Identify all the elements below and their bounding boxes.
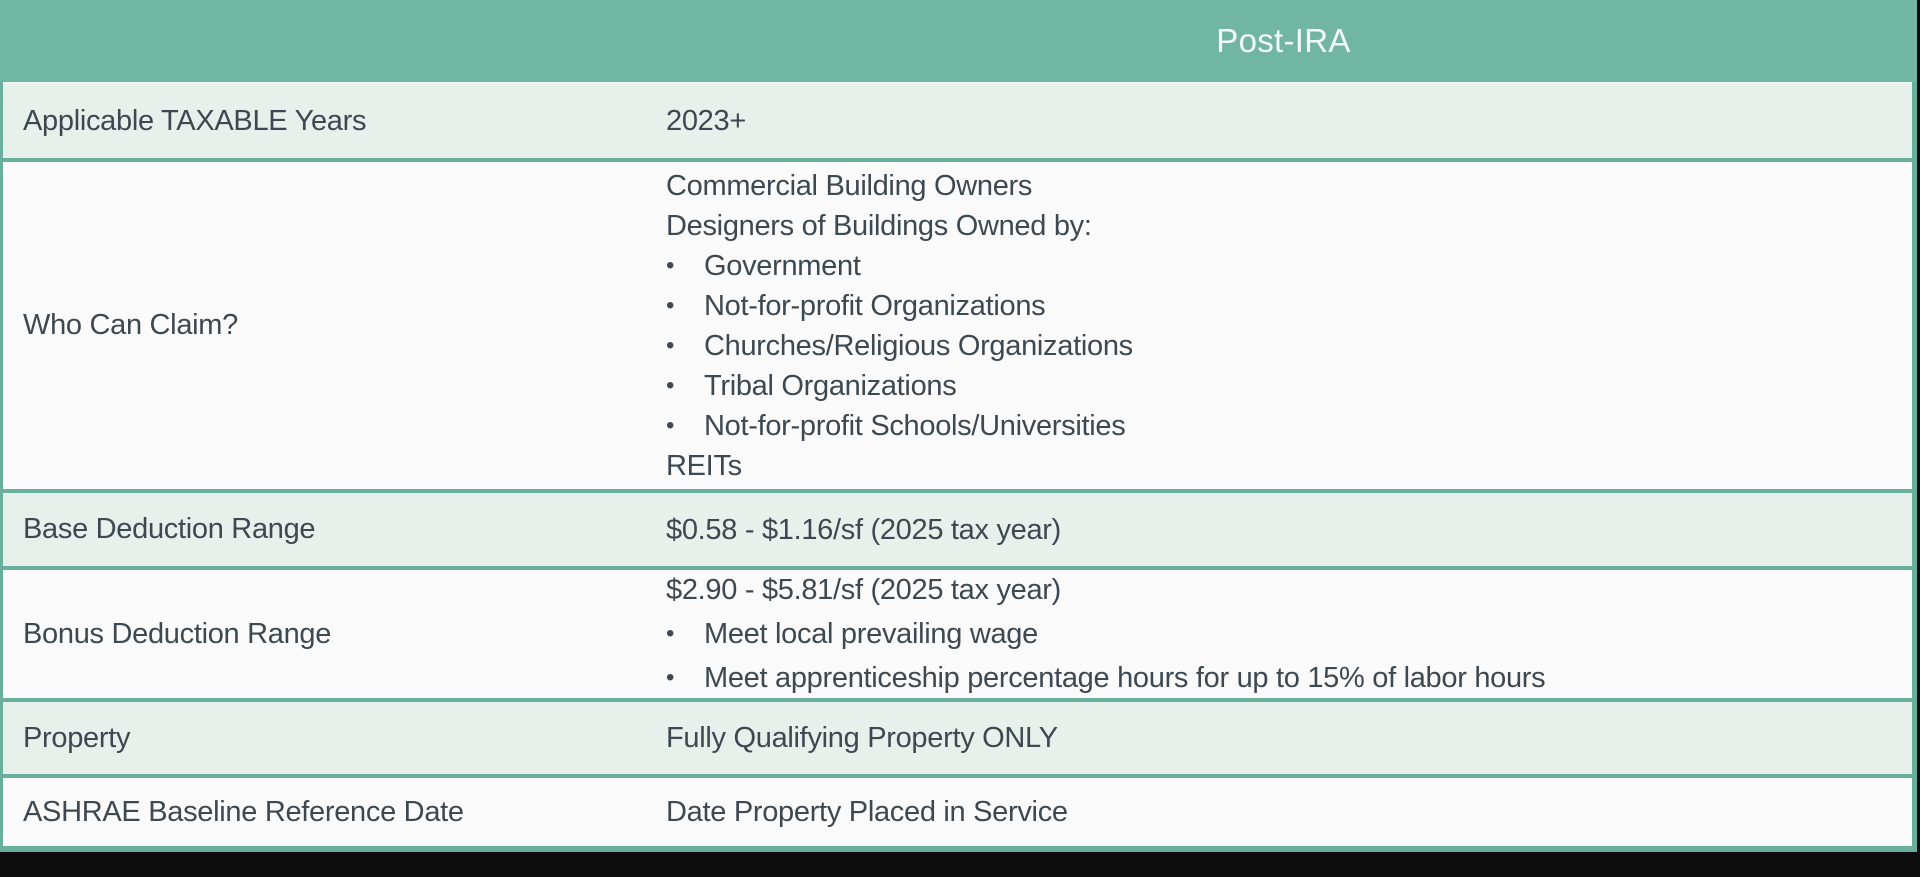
bullet-icon: •: [666, 251, 675, 279]
table-header-cell: [650, 0, 1917, 82]
row-label: Applicable TAXABLE Years: [23, 104, 367, 137]
value-line: [666, 446, 1133, 486]
table-header-empty-cell: [0, 0, 650, 82]
bullet-icon: •: [666, 411, 675, 439]
bullet-icon: •: [666, 371, 675, 399]
value-text: Date Property Placed in Service: [666, 796, 1068, 828]
value-text: Tribal Organizations: [704, 369, 957, 402]
value-text: $0.58 - $1.16/sf (2025 tax year): [666, 513, 1062, 546]
value-text: REITs: [666, 449, 742, 482]
value-line: [666, 206, 1133, 246]
value-lines: [666, 718, 1058, 758]
value-line: [666, 406, 1133, 446]
row-value: [650, 493, 1912, 566]
bullet-icon: •: [666, 331, 675, 359]
value-text: 2023+: [666, 105, 746, 137]
bullet-icon: •: [666, 291, 675, 319]
value-line: [666, 166, 1133, 206]
table-header-title: Post-IRA: [1216, 22, 1351, 59]
value-line: [666, 568, 1545, 612]
value-lines: [666, 510, 1061, 550]
value-text: Designers of Buildings Owned by:: [666, 209, 1092, 242]
row-label: Property: [23, 721, 131, 754]
value-text: Not-for-profit Organizations: [704, 289, 1046, 322]
table-row-base-deduction-range: [3, 489, 1912, 566]
table-header-row: [0, 0, 1917, 82]
value-line: [666, 366, 1133, 406]
value-text: Not-for-profit Schools/Universities: [704, 409, 1126, 442]
value-line: [666, 246, 1133, 286]
value-lines: [666, 166, 1133, 486]
value-line: [666, 286, 1133, 326]
row-value: [650, 778, 1912, 846]
value-line: [666, 510, 1061, 550]
row-value: [650, 162, 1912, 489]
value-text: Churches/Religious Organizations: [704, 329, 1133, 362]
value-text: Meet local prevailing wage: [704, 618, 1038, 650]
table-body: [0, 82, 1917, 852]
row-value: [650, 702, 1912, 774]
value-lines: [666, 792, 1068, 832]
value-line: [666, 718, 1058, 758]
value-text: $2.90 - $5.81/sf (2025 tax year): [666, 574, 1062, 606]
table-row-property: [3, 698, 1912, 774]
value-line: [666, 101, 746, 141]
value-line: [666, 656, 1545, 700]
row-value: [650, 84, 1912, 158]
table-row-who-can-claim: [3, 158, 1912, 489]
bullet-icon: •: [666, 620, 675, 647]
value-line: [666, 326, 1133, 366]
row-value: [650, 570, 1912, 698]
value-line: [666, 612, 1545, 656]
bullet-icon: •: [666, 664, 675, 691]
table-row-applicable-taxable-years: [3, 82, 1912, 158]
row-label: Base Deduction Range: [23, 513, 316, 545]
value-lines: [666, 101, 746, 141]
row-label: Bonus Deduction Range: [23, 617, 332, 650]
row-label: ASHRAE Baseline Reference Date: [23, 795, 464, 828]
value-text: Meet apprenticeship percentage hours for up to 15% of labor hours: [704, 662, 1546, 694]
row-label: Who Can Claim?: [23, 309, 238, 341]
value-lines: [666, 568, 1545, 700]
value-text: Commercial Building Owners: [666, 169, 1033, 202]
table-row-ashrae-baseline-reference-date: [3, 774, 1912, 846]
value-text: Fully Qualifying Property ONLY: [666, 722, 1058, 754]
value-text: Government: [704, 249, 861, 282]
value-line: [666, 792, 1068, 832]
table-row-bonus-deduction-range: [3, 566, 1912, 698]
